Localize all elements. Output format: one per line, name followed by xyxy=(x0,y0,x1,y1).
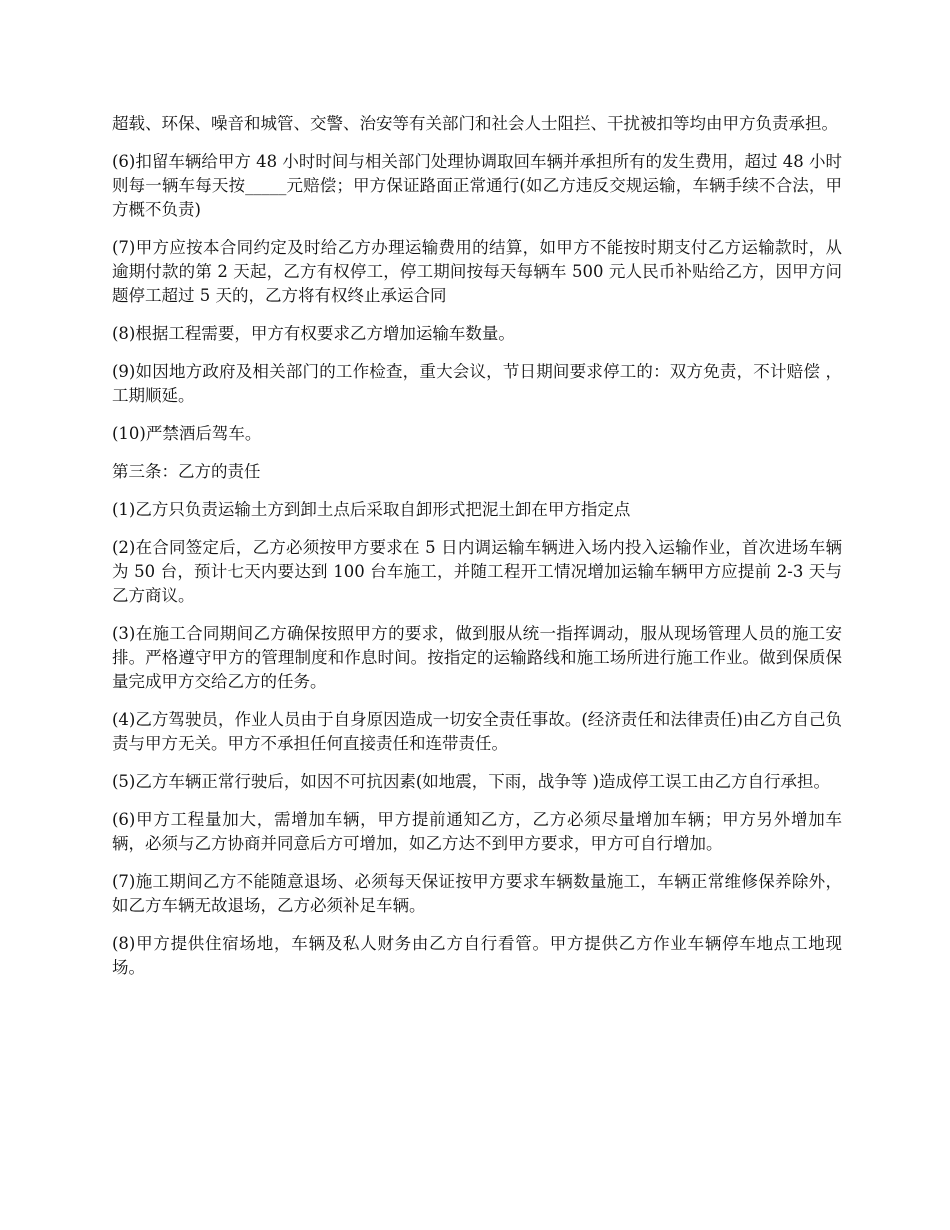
paragraph-clause-10: (10)严禁酒后驾车。 xyxy=(112,424,262,443)
paragraph-clause-6: (6)扣留车辆给甲方 48 小时时间与相关部门处理协调取回车辆并承担所有的发生费用，超过 48 小时则每一辆车每天按_____元赔偿；甲方保证路面正常通行(如乙方违反交规运输，车辆手续不合法，甲方概不负责) xyxy=(112,152,842,219)
document-body xyxy=(112,112,842,980)
paragraph-b-clause-7: (7)施工期间乙方不能随意退场、必须每天保证按甲方要求车辆数量施工，车辆正常维修保养除外，如乙方车辆无故退场，乙方必须补足车辆。 xyxy=(112,872,842,915)
paragraph-b-clause-8: (8)甲方提供住宿场地，车辆及私人财务由乙方自行看管。甲方提供乙方作业车辆停车地点工地现场。 xyxy=(112,934,842,977)
paragraph-b-clause-4: (4)乙方驾驶员，作业人员由于自身原因造成一切安全责任事故。(经济责任和法律责任)由乙方自己负责与甲方无关。甲方不承担任何直接责任和连带责任。 xyxy=(112,710,842,753)
paragraph-clause-9: (9)如因地方政府及相关部门的工作检查，重大会议，节日期间要求停工的：双方免责，不计赔偿 ，工期顺延。 xyxy=(112,362,842,405)
paragraph-b-clause-2: (2)在合同签定后，乙方必须按甲方要求在 5 日内调运输车辆进入场内投入运输作业，首次进场车辆为 50 台，预计七天内要达到 100 台车施工，并随工程开工情况增加运输车辆甲方应提前 2-3 天与乙方商议。 xyxy=(112,538,842,605)
paragraph-b-clause-1: (1)乙方只负责运输土方到卸土点后采取自卸形式把泥土卸在甲方指定点 xyxy=(112,500,631,519)
paragraph-clause-8: (8)根据工程需要，甲方有权要求乙方增加运输车数量。 xyxy=(112,324,515,343)
paragraph-b-clause-6: (6)甲方工程量加大，需增加车辆，甲方提前通知乙方，乙方必须尽量增加车辆；甲方另外增加车辆，必须与乙方协商并同意后方可增加，如乙方达不到甲方要求，甲方可自行增加。 xyxy=(112,810,842,853)
section-heading-article-3: 第三条：乙方的责任 xyxy=(112,462,261,481)
paragraph-b-clause-3: (3)在施工合同期间乙方确保按照甲方的要求，做到服从统一指挥调动，服从现场管理人员的施工安排。严格遵守甲方的管理制度和作息时间。按指定的运输路线和施工场所进行施工作业。做到保质保量完成甲方交给乙方的任务。 xyxy=(112,624,842,691)
paragraph-clause-7: (7)甲方应按本合同约定及时给乙方办理运输费用的结算，如甲方不能按时期支付乙方运输款时，从逾期付款的第 2 天起，乙方有权停工，停工期间按每天每辆车 500 元人民币补贴给乙方，因甲方问题停工超过 5 天的，乙方将有权终止承运合同 xyxy=(112,238,842,305)
paragraph-continuation: 超载、环保、噪音和城管、交警、治安等有关部门和社会人士阻拦、干扰被扣等均由甲方负责承担。 xyxy=(112,114,838,133)
paragraph-b-clause-5: (5)乙方车辆正常行驶后，如因不可抗因素(如地震，下雨，战争等 )造成停工误工由乙方自行承担。 xyxy=(112,772,830,791)
